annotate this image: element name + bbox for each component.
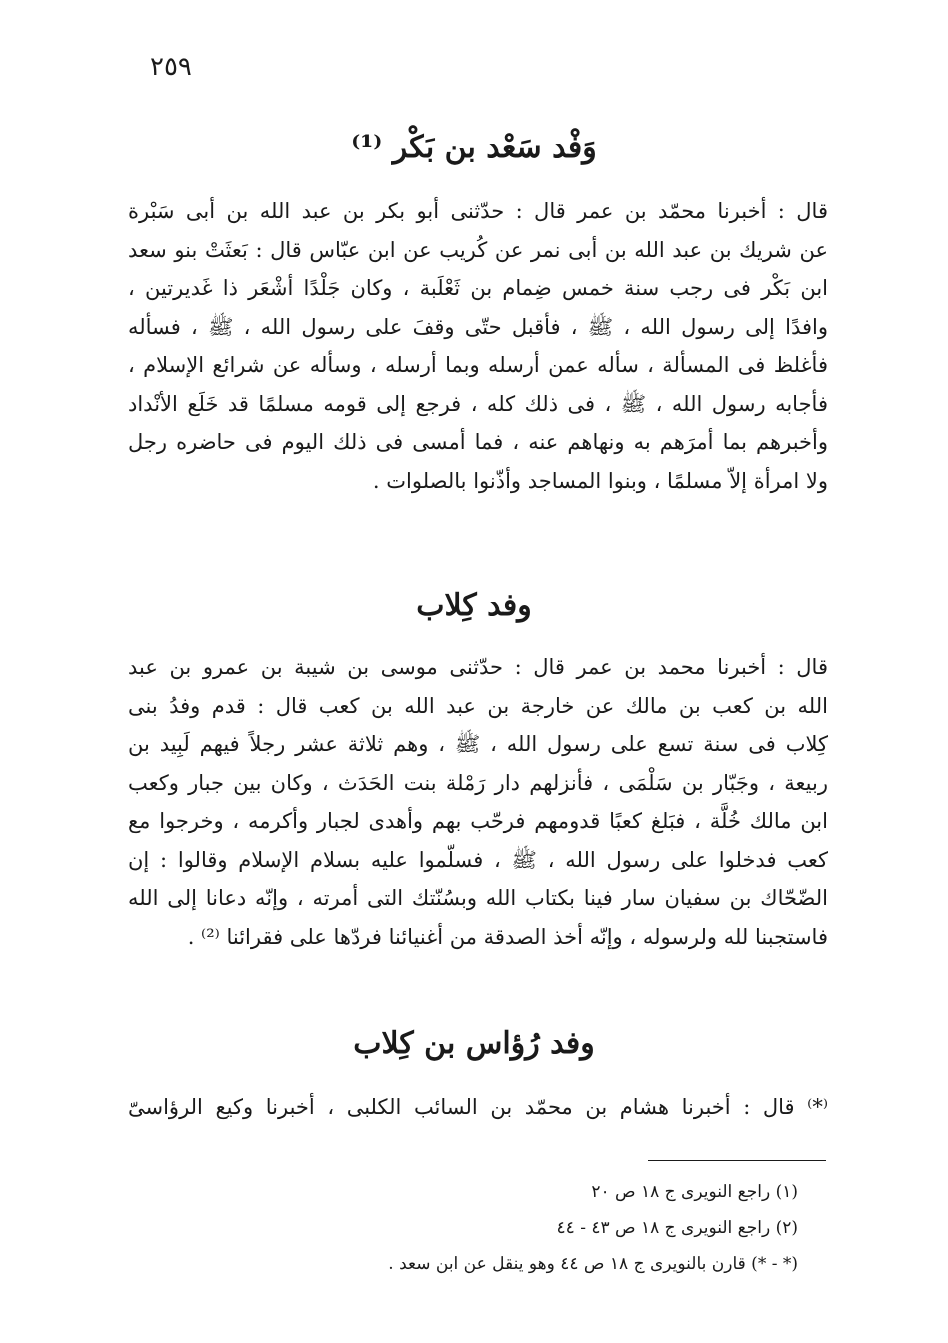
footnote-3: (* - *) قارن بالنويرى ج ١٨ ص ٤٤ وهو ينقل عن ابن سعد . [388,1254,798,1274]
text-line: الضّحّاك بن سفيان سار فينا بكتاب الله وبسُنّتك التى أمرته ، وإنّه دعانا إلى الله [128,886,828,910]
paragraph-ruas-ibn-kilab [128,1088,828,1127]
text-line: فأجابه رسول الله ، ﷺ ، فى ذلك كله ، فرجع إلى قومه مسلمًا قد خَلَع الأنْداد [128,391,828,416]
footnote-2: (٢) راجع النويرى ج ١٨ ص ٤٣ - ٤٤ [556,1218,798,1238]
text-line: ابن مالك خُلَّة ، فبَلغ كعبًا قدومهم فرحّب بهم وأهدى لجبار وأكرمه ، وخرجوا مع [128,809,828,833]
footnote-1: (١) راجع النويرى ج ١٨ ص ٢٠ [591,1182,798,1202]
paragraph-saad-ibn-bakr [128,192,828,500]
footnote-divider [648,1160,826,1161]
section-title-kilab: وفد كِلاب [416,588,532,623]
text-line: ولا امرأة إلاّ مسلمًا ، وبنوا المساجد وأذّنوا بالصلوات . [372,468,828,493]
paragraph-kilab [128,648,828,956]
text-line: ⁽*⁾ قال : أخبرنا هشام بن محمّد بن السائب الكلبى ، أخبرنا وكيع الرؤاسىّ [128,1095,828,1119]
text-line: فاستجبنا لله ولرسوله ، وإنّه أخذ الصدقة من أغنيائنا فردّها على فقرائنا ⁽²⁾ . [187,924,828,949]
text-line: كعب فدخلوا على رسول الله ، ﷺ ، فسلّموا عليه بسلام الإسلام وقالوا : إن [128,847,828,872]
text-line: قال : أخبرنا محمد بن عمر قال : حدّثنى موسى بن شيبة بن عمرو بن عبد [128,655,828,679]
section-title-ruas-ibn-kilab: وفد رُؤاس بن كِلاب [353,1026,595,1061]
text-line: قال : أخبرنا محمّد بن عمر قال : حدّثنى أبو بكر بن عبد الله بن أبى سَبْرة [128,199,828,223]
text-line: ابن بَكْر فى رجب سنة خمس ضِمام بن ثَعْلَبة ، وكان جَلْدًا أشْعَر ذا غَديرتين ، [128,276,828,300]
text-line: الله بن كعب بن مالك عن خارجة بن عبد الله بن كعب قال : قدم وفدُ بنى [128,693,828,718]
text-line: عن شريك بن عبد الله بن أبى نمر عن كُريب عن ابن عبّاس قال : بَعثَتْ بنو سعد [128,237,828,262]
section-title-saad-ibn-bakr: وَفْد سَعْد بن بَكْر ⁽¹⁾ [351,130,597,165]
text-line: وافدًا إلى رسول الله ، ﷺ ، فأقبل حتّى وقفَ على رسول الله ، ﷺ ، فسأله [128,314,828,339]
page-number: ٢٥٩ [150,52,192,82]
text-line: ربيعة ، وجَبّار بن سَلْمَى ، فأنزلهم دار رَمْلة بنت الحَدَث ، وكان بين جبار وكعب [128,770,828,795]
text-line: كِلاب فى سنة تسع على رسول الله ، ﷺ ، وهم ثلاثة عشر رجلاً فيهم لَبِيد بن [128,732,828,756]
text-line: وأخبرهم بما أمرَهم به ونهاهم عنه ، فما أمسى فى ذلك اليوم فى حاضره رجل [128,430,828,454]
text-line: فأغلظ فى المسألة ، سأله عمن أرسله وبما أرسله ، وسأله عن شرائع الإسلام ، [128,353,828,377]
footnotes [198,1174,798,1282]
